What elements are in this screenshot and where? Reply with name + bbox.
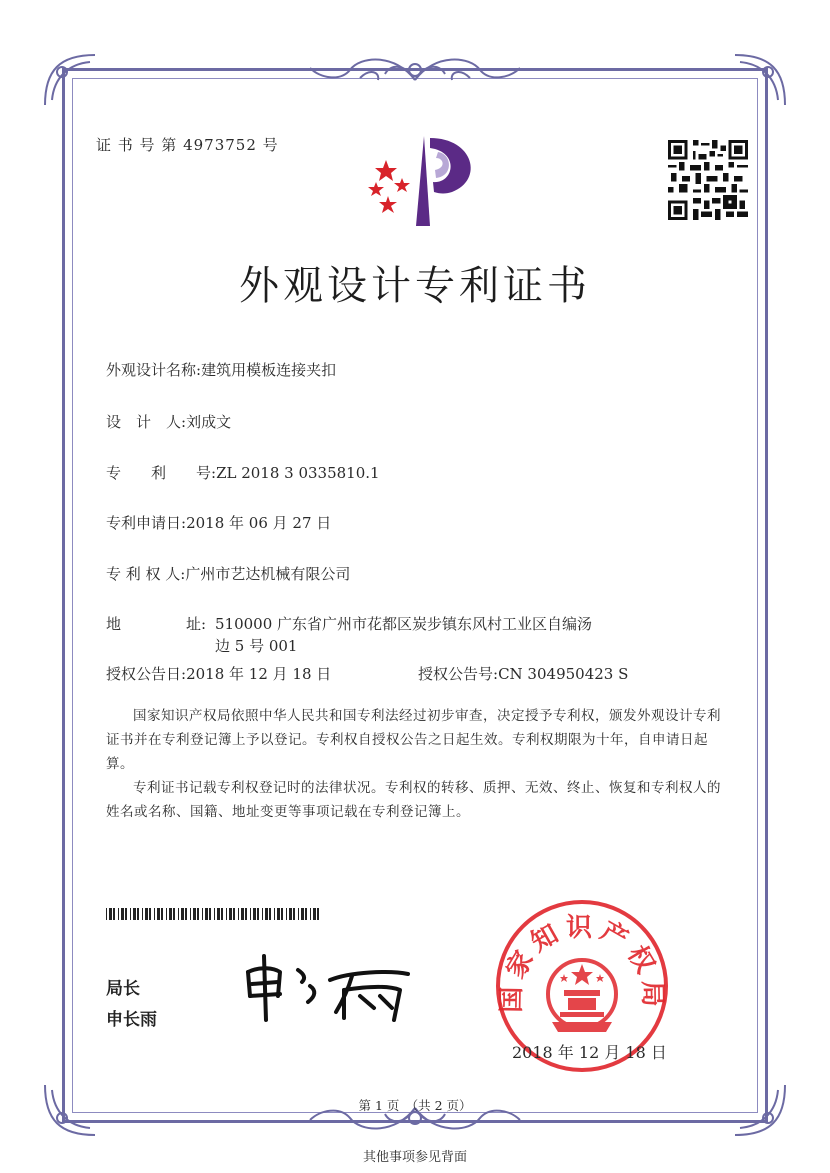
address-label-1: 地 [106,615,122,633]
director-signature [240,950,420,1025]
designer-label: 设 计 人: [106,413,187,431]
qr-code-image [668,140,748,220]
patent-number-label: 专 利 号: [106,464,217,482]
filing-date-row [106,513,331,533]
top-ornament [300,48,530,88]
address-label-2: 址: [186,615,207,633]
page-indicator: 第 1 页 （共 2 页） [358,1098,472,1113]
patent-number-value: ZL 2018 3 0335810.1 [216,464,380,482]
certificate-number: 证 书 号 第 4973752 号 [96,136,279,154]
corner-ornament-top-right [730,50,790,110]
grant-number-row [418,664,628,684]
filing-date-value: 2018 年 06 月 27 日 [186,514,332,532]
filing-date-label: 专利申请日: [106,514,187,532]
patentee-value: 广州市艺达机械有限公司 [185,565,351,583]
director-title: 局长 [106,979,140,999]
seal-date: 2018 年 12 月 18 日 [512,1043,667,1062]
corner-ornament-top-left [40,50,100,110]
design-name-label: 外观设计名称: [106,361,202,379]
designer-row [106,412,231,432]
director-name: 申长雨 [106,1010,157,1030]
patent-number-row [106,463,380,483]
grant-number-label: 授权公告号: [418,665,499,683]
grant-number-value: CN 304950423 S [498,665,629,683]
footer-note: 其他事项参见背面 [362,1150,467,1165]
barcode-image [106,908,321,920]
address-line-1: 510000 广东省广州市花都区炭步镇东风村工业区自编汤 [215,615,593,633]
patentee-label: 专 利 权 人: [106,565,186,583]
cnipa-logo [356,130,486,230]
address-line-2: 边 5 号 001 [215,637,298,655]
grant-date-label: 授权公告日: [106,665,187,683]
patentee-row [106,564,350,584]
legal-status-paragraph: 专利证书记载专利权登记时的法律状况。专利权的转移、质押、无效、终止、恢复和专利权人的姓名或名称、国籍、地址变更等事项记载在专利登记簿上。 [106,780,721,820]
designer-value: 刘成文 [186,413,232,431]
grant-date-row [106,664,331,684]
design-name-row [106,360,336,380]
certificate-title: 外观设计专利证书 [239,263,591,309]
grant-statement-paragraph: 国家知识产权局依照中华人民共和国专利法经过初步审查，决定授予专利权，颁发外观设计专利证书并在专利登记簿上予以登记。专利权自授权公告之日起生效。专利权期限为十年，自申请日起算。 [106,708,721,772]
svg-text:国家知识产权局: 国家知识产权局 [496,912,668,1013]
grant-date-value: 2018 年 12 月 18 日 [186,665,332,683]
design-name-value: 建筑用模板连接夹扣 [201,361,337,379]
